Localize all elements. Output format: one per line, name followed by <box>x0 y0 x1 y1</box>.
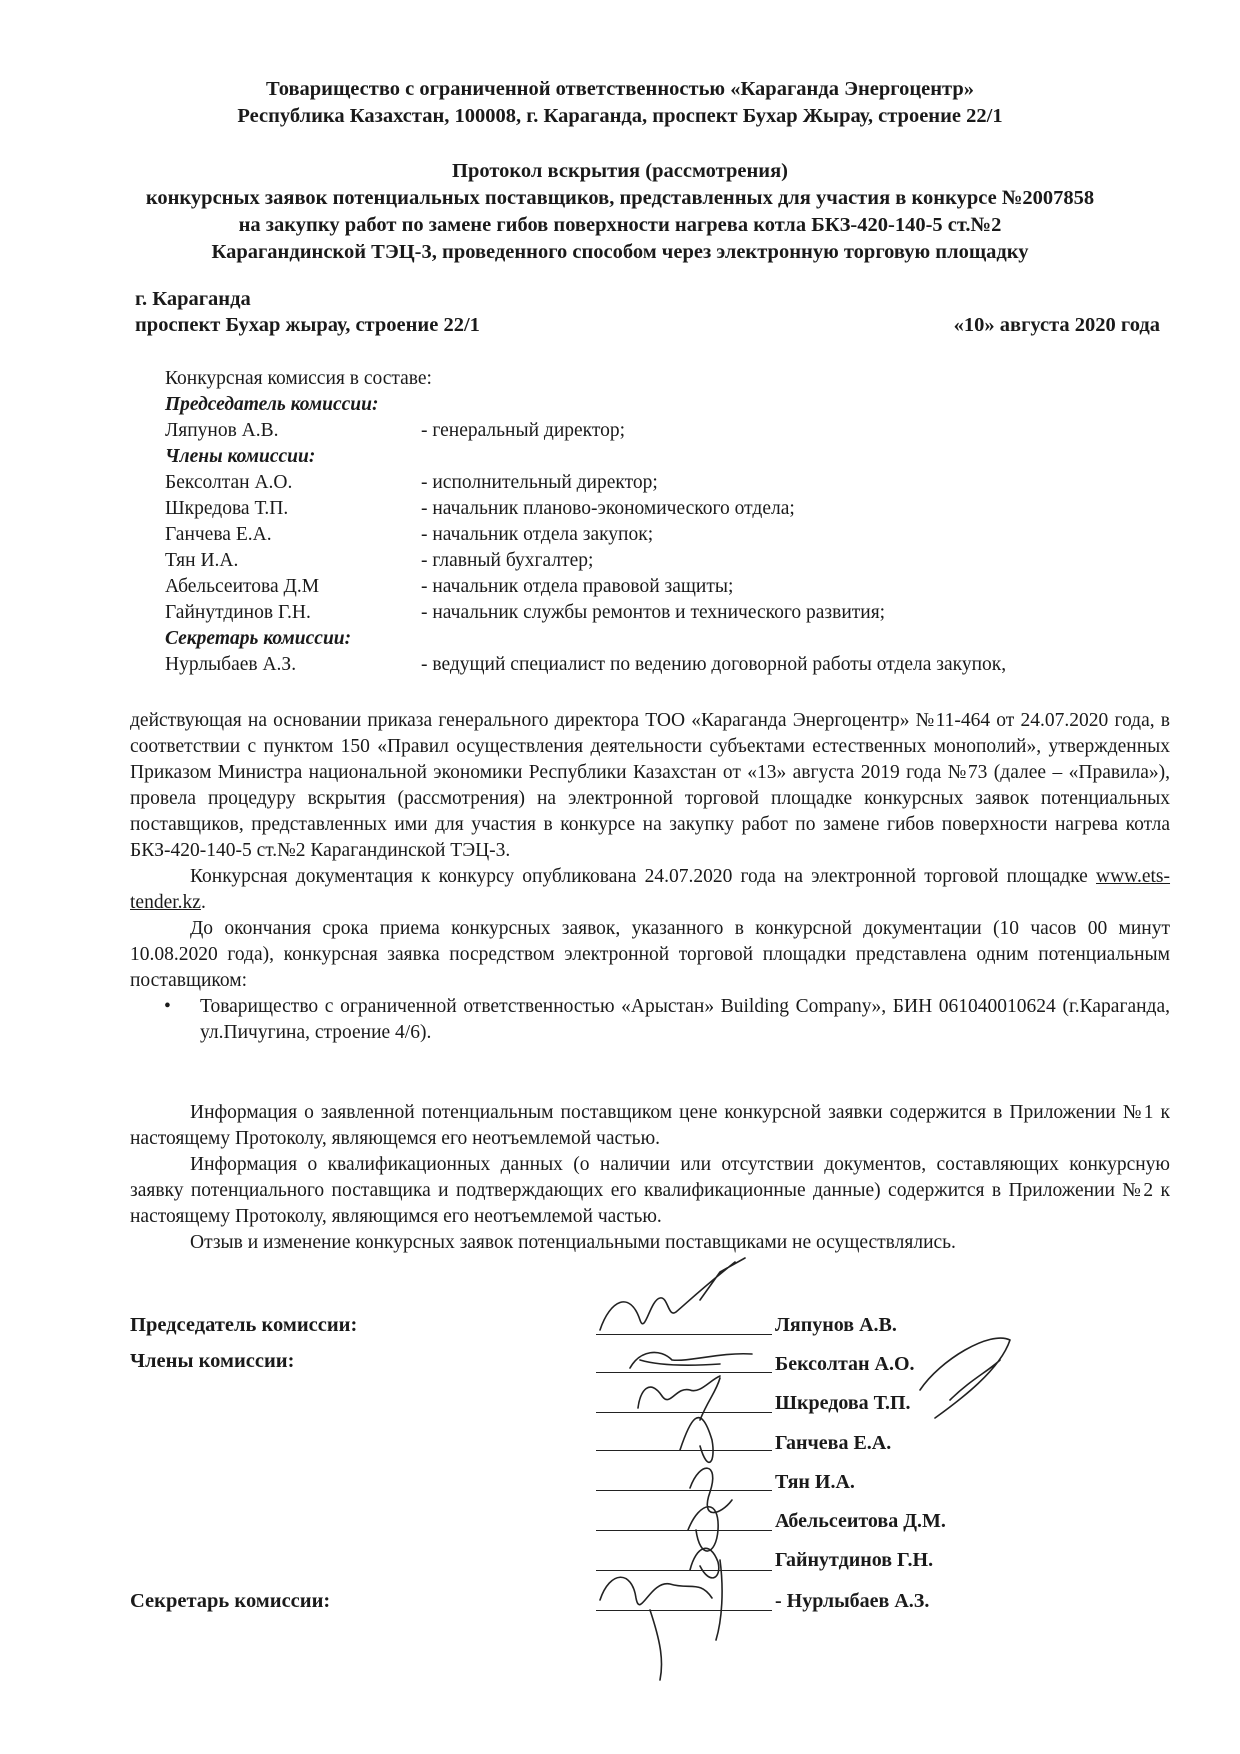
place-city: г. Караганда <box>135 288 251 310</box>
signature-gainutdinov <box>690 1548 719 1578</box>
member-name: Тян И.А. <box>165 550 239 571</box>
signature-line <box>596 1412 772 1413</box>
organization-header <box>0 76 1240 130</box>
member-name: Гайнутдинов Г.Н. <box>165 602 311 623</box>
protocol-body <box>130 708 1170 1046</box>
protocol-date: «10» августа 2020 года <box>953 314 1160 336</box>
secretary-label: Секретарь комиссии: <box>165 628 352 649</box>
member-name: Ляпунов А.В. <box>165 420 279 441</box>
organization-address: Республика Казахстан, 100008, г. Караганда, проспект Бухар Жырау, строение 22/1 <box>237 105 1003 127</box>
signatory-name: Шкредова Т.П. <box>775 1392 911 1414</box>
signature-line <box>596 1610 772 1611</box>
title-line-3: на закупку работ по замене гибов поверхности нагрева котла БКЗ-420-140-5 ст.№2 <box>238 214 1002 236</box>
title-line-1: Протокол вскрытия (рассмотрения) <box>452 160 788 182</box>
paragraph-basis: действующая на основании приказа генерального директора ТОО «Караганда Энергоцентр» №11-464 от 24.07.2020 года, в соответствии с пунктом 150 «Правил осуществления деятельности субъектами естественных монополий», утвержденных Приказом Министра национальной экономики Республики Казахстан от «13» августа 2019 года №73 (далее – «Правила»), провела процедуру вскрытия (рассмотрения) на электронной торговой площадке конкурсных заявок потенциальных поставщиков, представленных ими для участия в конкурсе на закупку работ по замене гибов поверхности нагрева котла БКЗ-420-140-5 ст.№2 Карагандинской ТЭЦ-3. <box>130 710 1170 861</box>
paragraph-deadline: До окончания срока приема конкурсных заявок, указанного в конкурсной документации (10 часов 00 минут 10.08.2020 года), конкурсная заявка посредством электронной торговой площадки представлена одним потенциальным поставщиком: <box>130 918 1170 991</box>
signature-line <box>596 1334 772 1335</box>
commission-member-row <box>165 600 1006 626</box>
members-label: Члены комиссии: <box>165 446 316 467</box>
signature-line <box>596 1570 772 1571</box>
member-position: - начальник отдела правовой защиты; <box>421 576 734 597</box>
commission-member-row <box>165 574 1006 600</box>
publication-end: . <box>200 892 206 913</box>
paragraph-price-info: Информация о заявленной потенциальным поставщиком цене конкурсной заявки содержится в Приложении №1 к настоящему Протоколу, являющемся его неотъемлемой частью. <box>130 1102 1170 1149</box>
title-line-2: конкурсных заявок потенциальных поставщиков, представленных для участия в конкурсе №2007858 <box>145 187 1095 209</box>
organization-name: Товарищество с ограниченной ответственностью «Караганда Энергоцентр» <box>265 78 975 100</box>
bullet-icon: • <box>164 996 171 1017</box>
signature-members-label: Члены комиссии: <box>130 1350 295 1372</box>
paragraph-qualification-info: Информация о квалификационных данных (о наличии или отсутствии документов, составляющих конкурсную заявку потенциального поставщика и подтверждающих его квалификационные данные) содержится в Приложении №2 к настоящему Протоколу, являющимся его неотъемлемой частью. <box>130 1154 1170 1227</box>
member-position: - генеральный директор; <box>421 420 626 441</box>
tender-site-link[interactable]: www.ets-tender.kz <box>130 866 1171 913</box>
commission-secretary-row <box>165 652 1006 678</box>
commission-list <box>165 366 1006 678</box>
commission-member-row <box>165 496 1006 522</box>
supplier-text: Товарищество с ограниченной ответственностью «Арыстан» Building Company», БИН 061040010624 (г.Караганда, ул.Пичугина, строение 4/6). <box>200 996 1170 1043</box>
signature-nurlybaev <box>600 1560 722 1680</box>
signature-line <box>596 1372 772 1373</box>
member-name: Ганчева Е.А. <box>165 524 272 545</box>
signature-secretary-label: Секретарь комиссии: <box>130 1590 331 1612</box>
commission-member-row <box>165 522 1006 548</box>
commission-member-row <box>165 470 1006 496</box>
signature-line <box>596 1490 772 1491</box>
member-position: - главный бухгалтер; <box>421 550 594 571</box>
publication-text: Конкурсная документация к конкурсу опубликована 24.07.2020 года на электронной торговой площадке <box>190 866 1088 887</box>
place-street: проспект Бухар жырау, строение 22/1 <box>135 314 480 336</box>
signature-shkredova <box>638 1376 720 1420</box>
commission-chair-row <box>165 418 1006 444</box>
signatory-name: Тян И.А. <box>775 1471 855 1493</box>
title-line-4: Карагандинской ТЭЦ-3, проведенного способом через электронную торговую площадку <box>211 241 1029 263</box>
signatory-name: Бексолтан А.О. <box>775 1353 915 1375</box>
signature-line <box>596 1450 772 1451</box>
signature-beksoltan <box>630 1352 752 1368</box>
signature-chair-label: Председатель комиссии: <box>130 1314 358 1336</box>
signatory-name: Гайнутдинов Г.Н. <box>775 1549 934 1571</box>
member-position: - начальник отдела закупок; <box>421 524 654 545</box>
member-position: - начальник планово-экономического отдела; <box>421 498 795 519</box>
protocol-body-continued <box>130 1100 1170 1256</box>
signature-extra-mark <box>920 1338 1010 1418</box>
commission-intro: Конкурсная комиссия в составе: <box>165 368 432 389</box>
member-name: Абельсеитова Д.М <box>165 576 320 597</box>
signatory-name: Абельсеитова Д.М. <box>775 1510 946 1532</box>
signature-abelseitova <box>688 1507 718 1551</box>
signatory-name: Ляпунов А.В. <box>775 1314 897 1336</box>
protocol-title <box>0 158 1240 266</box>
member-position: - начальник службы ремонтов и технического развития; <box>421 602 886 623</box>
member-name: Бексолтан А.О. <box>165 472 293 493</box>
signature-lyapunov <box>600 1258 745 1330</box>
signature-ganche-va <box>680 1418 713 1463</box>
member-name: Нурлыбаев А.З. <box>165 654 297 675</box>
commission-member-row <box>165 548 1006 574</box>
member-name: Шкредова Т.П. <box>165 498 289 519</box>
member-position: - исполнительный директор; <box>421 472 658 493</box>
paragraph-withdrawal: Отзыв и изменение конкурсных заявок потенциальными поставщиками не осуществлялись. <box>190 1232 956 1253</box>
member-position: - ведущий специалист по ведению договорной работы отдела закупок, <box>421 654 1007 675</box>
signatory-name: Ганчева Е.А. <box>775 1432 892 1454</box>
signature-line <box>596 1530 772 1531</box>
supplier-list-item <box>164 994 1170 1046</box>
signatory-name: - Нурлыбаев А.З. <box>775 1590 930 1612</box>
chair-label: Председатель комиссии: <box>165 394 379 415</box>
paragraph-publication <box>130 864 1170 916</box>
